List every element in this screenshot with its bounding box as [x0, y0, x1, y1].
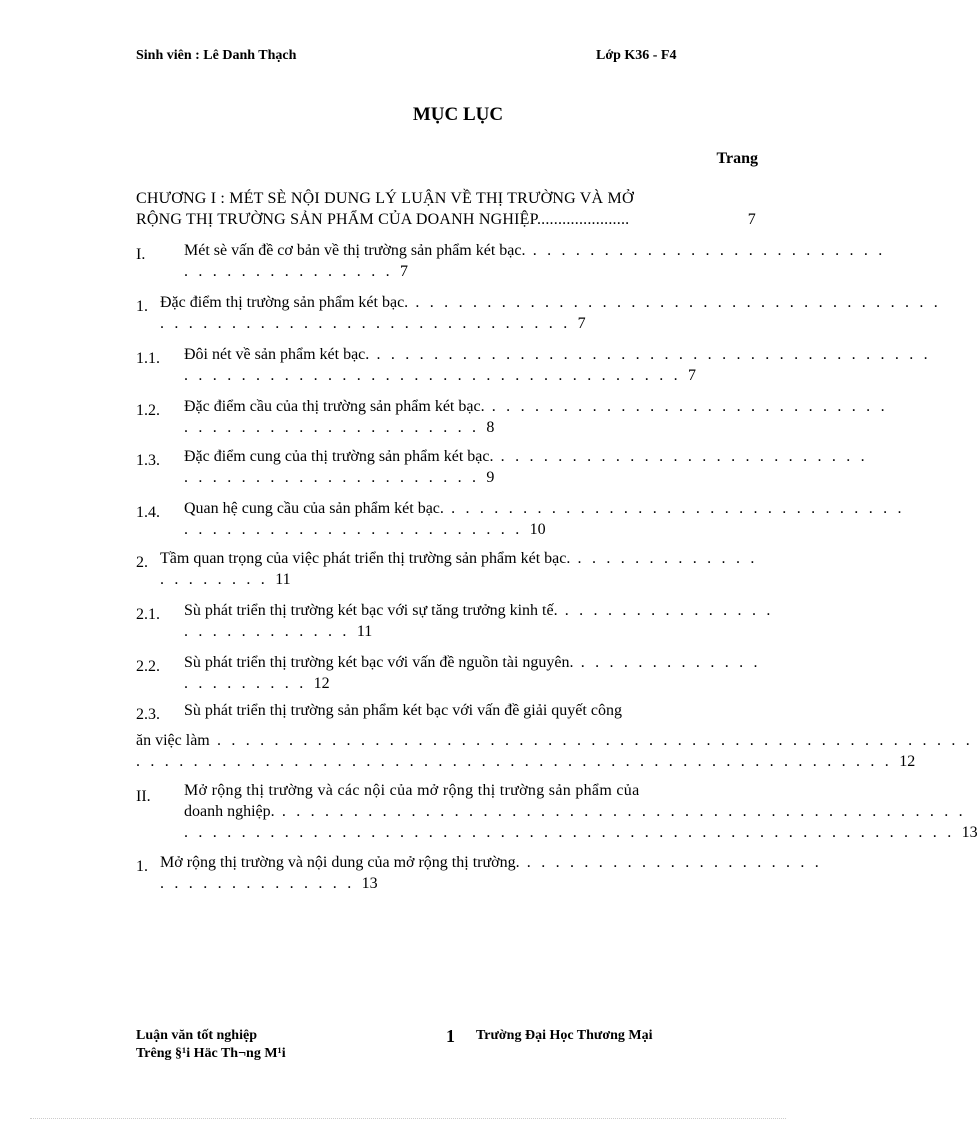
toc-page: 9 — [486, 469, 495, 486]
toc-number: 2.1. — [136, 606, 160, 623]
toc-page: 12 — [899, 753, 916, 770]
toc-text: Quan hệ cung cầu của sản phẩm két bạc. — [184, 500, 444, 517]
page-column-label: Trang — [716, 150, 758, 167]
chapter-title-line-2: RỘNG THỊ TRƯỜNG SẢN PHẨM CỦA DOANH NGHIỆP...................... — [136, 211, 630, 228]
header-class: Lớp K36 - F4 — [596, 48, 677, 63]
toc-text: Đôi nét về sản phẩm két bạc. — [184, 346, 370, 363]
footer-page-number: 1 — [446, 1026, 455, 1046]
toc-number: 1. — [136, 858, 148, 875]
toc-text: Sù phát triển thị trường két bạc với sự tăng trưởng kinh tế. — [184, 602, 558, 619]
toc-text: Đặc điểm cầu của thị trường sản phẩm két bạc. — [184, 398, 485, 415]
toc-text-continued: doanh nghiệp. — [184, 803, 275, 820]
toc-number: 1.1. — [136, 350, 160, 367]
toc-page: 13 — [961, 824, 978, 841]
toc-page: 13 — [361, 875, 378, 892]
toc-number: I. — [136, 246, 146, 263]
toc-number: 1.3. — [136, 452, 160, 469]
toc-number: 1. — [136, 298, 148, 315]
toc-chapter — [136, 188, 756, 230]
toc-text: Sù phát triển thị trường sản phẩm két bạc với vấn đề giải quyết công — [184, 702, 622, 719]
toc-text: Sù phát triển thị trường két bạc với vấn đề nguồn tài nguyên. — [184, 654, 574, 671]
toc-number: 2.3. — [136, 706, 160, 723]
footer-thesis-label: Luận văn tốt nghiệp — [136, 1028, 257, 1043]
toc-text: ăn việc làm — [136, 732, 210, 749]
toc-page: 10 — [529, 521, 546, 538]
toc-text: Đặc điểm cung của thị trường sản phẩm két bạc. — [184, 448, 494, 465]
header-student: Sinh viên : Lê Danh Thạch — [136, 48, 297, 63]
toc-page: 8 — [486, 419, 495, 436]
toc-number: 1.2. — [136, 402, 160, 419]
toc-page: 11 — [356, 623, 373, 640]
document-page: Sinh viên : Lê Danh Thạch Lớp K36 - F4 MỤC LỤC Trang CHƯƠNG I : MÉT SÈ NỘI DUNG LÝ LUẬN VỀ THỊ TRƯỜNG VÀ MỞ RỘNG THỊ TRƯỜNG SẢN PHẨM CỦA DOANH NGHIỆP...................... 7 I. Mét sè vấn đề cơ bản về thị trường sản phẩm két bạc. . . . . . . . . . . . . . . . . . . . . . . . . . . . . . . . . . . . . . . . . 7 1. Đặc điểm thị trường sản phẩm két bạc. . . . . . . . . . . . . . . . . . . . . . . . . . . . . . . . . . . . . . . . . . . . . . . . . . . . . . . . . . . . . . . . . . . 7 1.1. Đôi nét về sản phẩm két bạc. . . . . . . . . . . . . . . . . . . . . . . . . . . . . . . . . . . . . . . . . . . . . . . . . . . . . . . . . . . . . . . . . . . . . . . . . . . 7 1.2. Đặc điểm cầu của thị trường sản phẩm két bạc. . . . . . . . . . . . . . . . . . . . . . . . . . . . . . . . . . . . . . . . . . . . . . . . . . 8 1.3. Đặc điểm cung của thị trường sản phẩm két bạc. . . . . . . . . . . . . . . . . . . . . . . . . . . . . . . . . . . . . . . . . . . . . . . . 9 1.4. Quan hệ cung cầu của sản phẩm két bạc. . . . . . . . . . . . . . . . . . . . . . . . . . . . . . . . . . . . . . . . . . . . . . . . . . . . . . . . . 10 2. Tầm quan trọng của việc phát triển thị trường sản phẩm két bạc. . . . . . . . . . . . . . . . . . . . . . 11 2.1. Sù phát triển thị trường két bạc với sự tăng trưởng kinh tế. . . . . . . . . . . . . . . . . . . . . . . . . . . . 11 2.2. Sù phát triển thị trường két bạc với vấn đề nguồn tài nguyên. . . . . . . . . . . . . . . . . . . . . . . 12 2.3. Sù phát triển thị trường sản phẩm két bạc với vấn đề giải quyết công ăn việc làm . . . . . . . . . . . . . . . . . . . . . . . . . . . . . . . . . . . . . . . . . . . . . . . . . . . . . . . . . . . . . . . . . . . . . . . . . . . . . . . . . . . . . . . . . . . . . . . . . . . . . . . . . . 12 II. Mở rộng thị trường và các nội của mở rộng thị trường sản phẩm của doanh nghiệp. . . . . . . . . . . . . . . . . . . . . . . . . . . . . . . . . . . . . . . . . . . . . . . . . . . . . . . . . . . . . . . . . . . . . . . . . . . . . . . . . . . . . . . . . . . . . . . . . . . . . . . 13 1. Mở rộng thị trường và nội dung của mở rộng thị trường. . . . . . . . . . . . . . . . . . . . . . . . . . . . . . . . . . . . 13 Luận văn tốt nghiệp Trêng §¹i Häc Th¬ng M¹i 1 Trường Đại Học Thương Mại — [0, 0, 816, 1123]
chapter-page: 7 — [747, 211, 756, 228]
toc-text: Mở rộng thị trường và nội dung của mở rộng thị trường. — [160, 854, 520, 871]
toc-number: 2. — [136, 554, 148, 571]
toc-number: 1.4. — [136, 504, 160, 521]
toc-number: II. — [136, 788, 151, 805]
toc-page: 11 — [275, 571, 291, 588]
toc-text: Tầm quan trọng của việc phát triển thị trường sản phẩm két bạc. — [160, 550, 571, 567]
toc-page: 7 — [400, 263, 408, 280]
toc-page: 12 — [313, 675, 330, 692]
footer-school: Trường Đại Học Thương Mại — [476, 1028, 653, 1043]
toc-page: 7 — [688, 367, 696, 384]
page-bottom-rule — [30, 1118, 786, 1119]
toc-page: 7 — [577, 315, 586, 332]
toc-text: Đặc điểm thị trường sản phẩm két bạc. — [160, 294, 409, 311]
toc-text: Mở rộng thị trường và các nội của mở rộng thị trường sản phẩm của — [184, 782, 640, 799]
footer-garbled-school: Trêng §¹i Häc Th¬ng M¹i — [136, 1046, 286, 1061]
toc-text: Mét sè vấn đề cơ bản về thị trường sản phẩm két bạc. — [184, 242, 526, 259]
chapter-title-line-1: CHƯƠNG I : MÉT SÈ NỘI DUNG LÝ LUẬN VỀ THỊ TRƯỜNG VÀ MỞ — [136, 190, 634, 207]
toc-number: 2.2. — [136, 658, 160, 675]
page-title: MỤC LỤC — [412, 104, 504, 125]
